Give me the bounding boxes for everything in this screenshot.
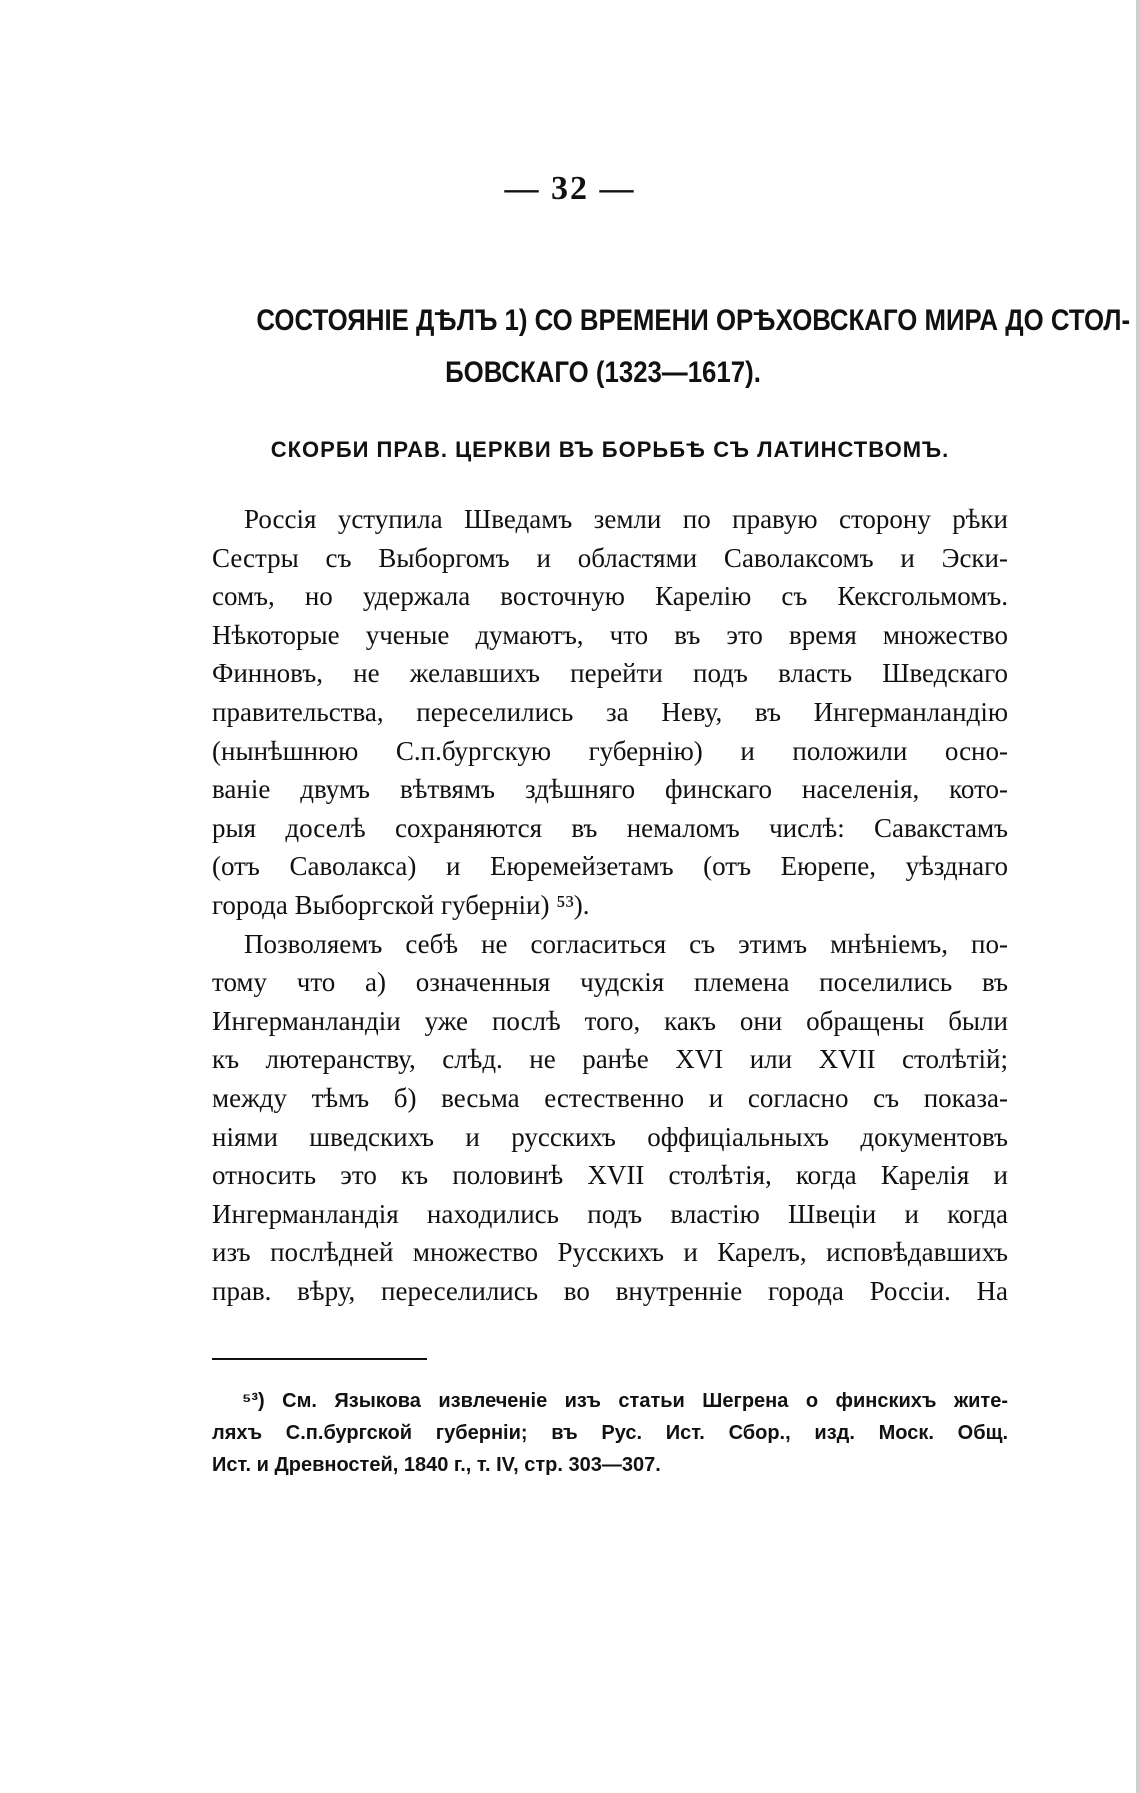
- paragraph-2: [212, 925, 1008, 1311]
- text-line: изъ послѣдней множество Русскихъ и Карелъ, исповѣдавшихъ: [212, 1237, 1008, 1268]
- text-line: Ингерманландія находились подъ властію Швеціи и когда: [212, 1198, 1008, 1229]
- text-line: Позволяемъ себѣ не согласиться съ этимъ мнѣніемъ, по-: [244, 928, 1008, 959]
- text-line: къ лютеранству, слѣд. не ранѣе XVI или XVII столѣтій;: [212, 1044, 1008, 1075]
- text-line: Россія уступила Шведамъ земли по правую сторону рѣки: [244, 504, 1008, 534]
- page-number: — 32 —: [504, 170, 636, 207]
- paragraph-1: [212, 500, 1008, 925]
- text-line: города Выборгской губерніи) ⁵³).: [212, 889, 590, 920]
- text-line: сомъ, но удержала восточную Карелію съ Кексгольмомъ.: [212, 581, 1008, 612]
- footnote-line: ⁵³) См. Языкова извлеченіе изъ статьи Шегрена о финскихъ жите-: [242, 1390, 1008, 1412]
- text-line: прав. вѣру, переселились во внутренніе города Россіи. На: [212, 1275, 1008, 1306]
- text-line: между тѣмъ б) весьма естественно и согласно съ показа-: [212, 1082, 1008, 1113]
- text-line: Сестры съ Выборгомъ и областями Саволаксомъ и Эски-: [212, 542, 1008, 573]
- chapter-title-line: БОВСКАГО (1323—1617).: [445, 356, 761, 389]
- footnote: [212, 1385, 1008, 1481]
- text-line: относить это къ половинѣ XVII столѣтія, когда Карелія и: [212, 1160, 1008, 1191]
- footnote-divider: [212, 1358, 427, 1360]
- text-line: Нѣкоторые ученые думаютъ, что въ это время множество: [212, 619, 1008, 650]
- body-text: [212, 500, 1008, 1310]
- text-line: (нынѣшнюю С.п.бургскую губернію) и положили осно-: [212, 735, 1008, 766]
- chapter-title: [256, 295, 1131, 399]
- text-line: Ингерманландіи уже послѣ того, какъ они обращены были: [212, 1005, 1008, 1036]
- page-edge: [1136, 0, 1140, 1793]
- footnote-line: Ист. и Древностей, 1840 г., т. IV, стр. 303—307.: [212, 1454, 661, 1476]
- text-line: рыя доселѣ сохраняются въ немаломъ числѣ: Савакстамъ: [212, 812, 1008, 843]
- chapter-title-line: СОСТОЯНІЕ ДѢЛЪ 1) СО ВРЕМЕНИ ОРѢХОВСКАГО МИРА ДО СТОЛ-: [256, 304, 1131, 337]
- text-line: ваніе двумъ вѣтвямъ здѣшняго финскаго населенія, кото-: [212, 774, 1008, 805]
- section-heading: СКОРБИ ПРАВ. ЦЕРКВИ ВЪ БОРЬБѢ СЪ ЛАТИНСТВОМЪ.: [270, 437, 950, 462]
- text-line: Финновъ, не желавшихъ перейти подъ власть Шведскаго: [212, 658, 1008, 689]
- text-line: тому что а) означенныя чудскія племена поселились въ: [212, 967, 1008, 998]
- text-line: ніями шведскихъ и русскихъ оффиціальныхъ документовъ: [212, 1121, 1008, 1152]
- text-line: правительства, переселились за Неву, въ Ингерманландію: [212, 696, 1008, 727]
- footnote-line: ляхъ С.п.бургской губерніи; въ Рус. Ист. Сбор., изд. Моск. Общ.: [212, 1422, 1008, 1444]
- text-line: (отъ Саволакса) и Еюремейзетамъ (отъ Еюрепе, уѣзднаго: [212, 851, 1008, 882]
